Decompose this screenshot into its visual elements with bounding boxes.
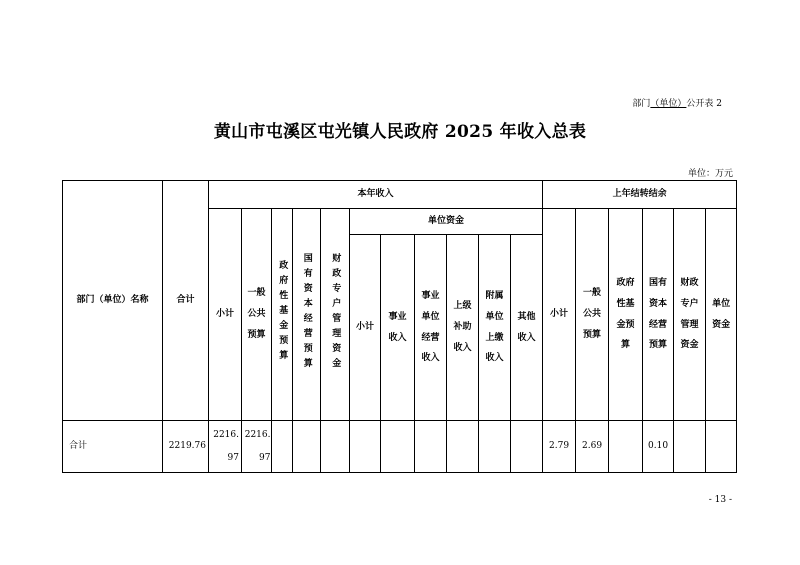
header-carry-subtotal: 小计	[543, 209, 576, 421]
income-table	[62, 180, 737, 473]
header-carry-gov-fund: 政府性基金预算	[609, 209, 643, 421]
table-row	[63, 421, 737, 473]
header-business-income: 事业收入	[381, 235, 415, 421]
total-row-current-general: 2216.97	[242, 421, 272, 473]
empty-cell	[381, 421, 415, 473]
empty-cell	[674, 421, 706, 473]
empty-cell	[321, 421, 350, 473]
empty-cell	[447, 421, 479, 473]
header-current-fiscal-special: 财政专户管理资金	[321, 209, 350, 421]
empty-cell	[350, 421, 381, 473]
total-row-label: 合计	[63, 421, 163, 473]
header-current-state-capital: 国有资本经营预算	[293, 209, 321, 421]
empty-cell	[706, 421, 737, 473]
empty-cell	[609, 421, 643, 473]
total-row-total: 2219.76	[163, 421, 209, 473]
unit-label: 单位：万元	[687, 169, 733, 179]
page-number: - 13 -	[708, 495, 732, 505]
header-carry-fiscal-special: 财政专户管理资金	[674, 209, 706, 421]
header-unit-subtotal: 小计	[350, 235, 381, 421]
page-title: 黄山市屯溪区屯光镇人民政府 2025 年收入总表	[213, 122, 587, 142]
empty-cell	[293, 421, 321, 473]
empty-cell	[511, 421, 543, 473]
header-carryover: 上年结转结余	[543, 181, 737, 209]
header-operating-income: 事业单位经营收入	[415, 235, 447, 421]
header-current-year: 本年收入	[209, 181, 543, 209]
form-label-prefix: 部门	[632, 99, 651, 109]
header-superior-subsidy: 上级补助收入	[447, 235, 479, 421]
header-other-income: 其他收入	[511, 235, 543, 421]
header-affiliated-income: 附属单位上缴收入	[479, 235, 511, 421]
total-row-carry-subtotal: 2.79	[543, 421, 576, 473]
form-label	[632, 96, 722, 109]
form-label-unit: （单位）	[650, 99, 687, 109]
header-current-general-budget: 一般公共预算	[242, 209, 272, 421]
total-row-carry-state-capital: 0.10	[643, 421, 674, 473]
header-dept-name: 部门（单位）名称	[63, 181, 163, 421]
header-current-subtotal: 小计	[209, 209, 242, 421]
form-label-suffix: 公开表 2	[686, 99, 722, 109]
header-carry-general-budget: 一般公共预算	[576, 209, 609, 421]
header-carry-state-capital: 国有资本经营预算	[643, 209, 674, 421]
header-total: 合计	[163, 181, 209, 421]
total-row-carry-general: 2.69	[576, 421, 609, 473]
header-current-gov-fund: 政府性基金预算	[272, 209, 293, 421]
empty-cell	[415, 421, 447, 473]
header-carry-unit-funds: 单位资金	[706, 209, 737, 421]
empty-cell	[272, 421, 293, 473]
empty-cell	[479, 421, 511, 473]
header-unit-funds: 单位资金	[350, 209, 543, 235]
total-row-current-subtotal: 2216.97	[209, 421, 242, 473]
